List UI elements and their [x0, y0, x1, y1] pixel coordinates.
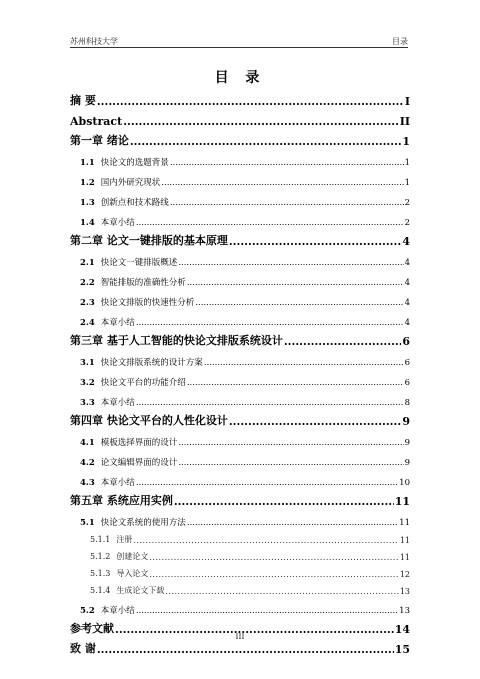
dot-leader	[187, 278, 404, 288]
toc-entry-heading	[80, 316, 135, 328]
toc-entry[interactable]	[70, 308, 410, 328]
table-of-contents	[70, 88, 410, 656]
toc-entry-title: 快论文排版的快速性分析	[100, 298, 195, 308]
toc-entry-title: 本章小结	[100, 218, 135, 228]
toc-entry-page: II	[399, 115, 410, 128]
toc-entry[interactable]	[70, 328, 410, 348]
header-university: 苏州科技大学	[70, 37, 118, 46]
dot-leader	[174, 495, 394, 508]
header-section: 目录	[392, 37, 408, 46]
dot-leader	[130, 135, 402, 148]
toc-entry-page: 10	[399, 478, 410, 488]
toc-entry-page: 6	[404, 358, 410, 368]
toc-entry-title: 注册	[116, 535, 133, 544]
toc-entry-title: 创新点和技术路线	[100, 198, 169, 208]
toc-entry-title: 快论文一键排版概述	[100, 258, 178, 268]
toc-entry-title: Abstract	[70, 115, 123, 128]
dot-leader	[136, 398, 404, 408]
toc-entry-title: 快论文平台的功能介绍	[100, 378, 186, 388]
toc-entry-page: 1	[404, 158, 410, 168]
toc-entry-title: 第三章 基于人工智能的快论文排版系统设计	[70, 334, 283, 347]
toc-entry-title: 国内外研究现状	[100, 178, 161, 188]
toc-entry-heading	[80, 476, 135, 488]
toc-entry[interactable]	[70, 168, 410, 188]
toc-entry-page: 11	[394, 495, 410, 508]
dot-leader	[178, 458, 403, 468]
toc-entry-title: 论文编辑界面的设计	[100, 458, 178, 468]
toc-entry[interactable]	[70, 348, 410, 368]
toc-entry-heading	[80, 376, 186, 388]
dot-leader	[136, 606, 398, 616]
toc-entry-page: 4	[404, 258, 410, 268]
toc-entry-title: 导入论文	[116, 569, 149, 578]
toc-entry-title: 第一章 绪论	[70, 134, 129, 147]
toc-entry-heading	[80, 396, 135, 408]
toc-entry-number: 3.3	[80, 398, 95, 408]
toc-entry-number: 5.1.2	[90, 552, 111, 561]
toc-entry-page: 11	[399, 553, 410, 562]
toc-entry-title: 致 谢	[70, 642, 96, 655]
toc-entry[interactable]	[70, 368, 410, 388]
toc-entry-title: 第二章 论文一键排版的基本原理	[70, 234, 228, 247]
toc-entry-number: 1.1	[80, 158, 95, 168]
toc-entry-number: 4.3	[80, 478, 95, 488]
dot-leader	[136, 218, 404, 228]
toc-entry-page: 14	[394, 623, 410, 636]
toc-entry-number: 1.2	[80, 178, 95, 188]
toc-entry-page: I	[404, 95, 410, 108]
toc-entry[interactable]	[70, 288, 410, 308]
toc-entry-page: 1	[404, 178, 410, 188]
dot-leader	[187, 518, 398, 528]
toc-entry[interactable]	[70, 545, 410, 562]
toc-entry[interactable]	[70, 562, 410, 579]
toc-entry[interactable]	[70, 528, 410, 545]
toc-entry-heading	[90, 568, 148, 579]
toc-entry-heading	[70, 332, 283, 348]
toc-entry-number: 5.1.4	[90, 586, 111, 595]
toc-entry-number: 5.1	[80, 518, 95, 528]
toc-entry-heading	[70, 412, 228, 428]
toc-entry-title: 智能排版的准确性分析	[100, 278, 186, 288]
toc-entry-number: 4.2	[80, 458, 95, 468]
toc-entry-heading	[90, 585, 164, 596]
toc-entry-heading	[70, 232, 228, 248]
toc-entry-page: 6	[402, 335, 410, 348]
toc-entry-page: 2	[404, 198, 410, 208]
toc-entry-page: 4	[404, 278, 410, 288]
toc-entry[interactable]	[70, 408, 410, 428]
toc-entry-heading	[80, 604, 135, 616]
toc-entry-page: 15	[394, 643, 410, 656]
toc-entry-page: 6	[404, 378, 410, 388]
dot-leader	[170, 198, 404, 208]
toc-entry-heading	[90, 551, 148, 562]
page-title: 目 录	[214, 70, 266, 86]
toc-entry[interactable]	[70, 508, 410, 528]
toc-entry-heading	[70, 132, 129, 148]
dot-leader	[204, 358, 404, 368]
dot-leader	[229, 415, 402, 428]
toc-entry-number: 5.2	[80, 606, 95, 616]
page-number: III	[235, 632, 245, 641]
dot-leader	[229, 235, 402, 248]
toc-entry-heading	[80, 456, 177, 468]
dot-leader	[133, 536, 398, 545]
toc-entry[interactable]	[70, 188, 410, 208]
toc-entry-title: 摘 要	[70, 94, 96, 107]
toc-entry-title: 本章小结	[100, 478, 135, 488]
toc-entry-page: 9	[402, 415, 410, 428]
dot-leader	[123, 115, 399, 128]
toc-entry[interactable]	[70, 148, 410, 168]
toc-entry-page: 4	[402, 235, 410, 248]
toc-entry-heading	[80, 156, 169, 168]
dot-leader	[165, 587, 398, 596]
toc-entry[interactable]	[70, 448, 410, 468]
toc-entry-heading	[70, 92, 96, 108]
header-rule	[70, 47, 408, 48]
toc-entry-title: 第五章 系统应用实例	[70, 494, 173, 507]
toc-entry-page: 9	[404, 458, 410, 468]
dot-leader	[97, 95, 404, 108]
toc-entry-number: 5.1.1	[90, 535, 111, 544]
dot-leader	[149, 553, 398, 562]
toc-entry-title: 快论文排版系统的设计方案	[100, 358, 203, 368]
toc-entry-title: 参考文献	[70, 622, 114, 635]
toc-entry-page: 12	[399, 570, 410, 579]
toc-entry-page: 11	[399, 518, 410, 528]
toc-entry[interactable]	[70, 208, 410, 228]
toc-entry-title: 模板选择界面的设计	[100, 438, 178, 448]
toc-entry-number: 1.4	[80, 218, 95, 228]
toc-entry-number: 3.1	[80, 358, 95, 368]
toc-entry-title: 生成论文下载	[116, 586, 165, 595]
dot-leader	[149, 570, 398, 579]
toc-entry-number: 4.1	[80, 438, 95, 448]
toc-entry[interactable]	[70, 248, 410, 268]
toc-entry-number: 2.4	[80, 318, 95, 328]
toc-entry-heading	[80, 436, 177, 448]
toc-entry[interactable]	[70, 428, 410, 448]
toc-entry-title: 快论文系统的使用方法	[100, 518, 186, 528]
toc-entry-title: 第四章 快论文平台的人性化设计	[70, 414, 228, 427]
toc-entry-heading	[80, 356, 203, 368]
dot-leader	[178, 438, 403, 448]
dot-leader	[284, 335, 402, 348]
dot-leader	[195, 298, 403, 308]
toc-entry-page: 4	[404, 298, 410, 308]
toc-entry-page: 11	[399, 536, 410, 545]
dot-leader	[170, 158, 404, 168]
dot-leader	[178, 258, 403, 268]
toc-entry-heading	[80, 196, 169, 208]
toc-entry-heading	[80, 256, 177, 268]
toc-entry-heading	[80, 516, 186, 528]
toc-entry-page: 1	[402, 135, 410, 148]
toc-entry-number: 2.3	[80, 298, 95, 308]
toc-entry-heading	[70, 115, 122, 128]
toc-entry-page: 2	[404, 218, 410, 228]
toc-entry[interactable]	[70, 268, 410, 288]
toc-entry-title: 本章小结	[100, 398, 135, 408]
toc-entry-page: 9	[404, 438, 410, 448]
toc-entry[interactable]	[70, 88, 410, 108]
toc-entry-page: 8	[404, 398, 410, 408]
toc-entry[interactable]	[70, 579, 410, 596]
toc-entry-heading	[80, 296, 194, 308]
toc-entry-title: 本章小结	[100, 318, 135, 328]
toc-entry-page: 4	[404, 318, 410, 328]
toc-entry[interactable]	[70, 488, 410, 508]
toc-entry-heading	[70, 640, 96, 656]
toc-entry-number: 5.1.3	[90, 569, 111, 578]
toc-entry[interactable]	[70, 388, 410, 408]
toc-entry-page: 13	[399, 606, 410, 616]
toc-entry-heading	[90, 534, 132, 545]
toc-entry-title: 本章小结	[100, 606, 135, 616]
toc-entry-number: 2.1	[80, 258, 95, 268]
dot-leader	[136, 478, 398, 488]
toc-entry-title: 快论文的选题背景	[100, 158, 169, 168]
toc-entry-number: 2.2	[80, 278, 95, 288]
toc-entry-title: 创建论文	[116, 552, 149, 561]
toc-entry-heading	[80, 176, 160, 188]
dot-leader	[161, 178, 403, 188]
toc-entry-number: 3.2	[80, 378, 95, 388]
dot-leader	[187, 378, 404, 388]
toc-entry-heading	[80, 276, 186, 288]
toc-entry-heading	[80, 216, 135, 228]
toc-entry[interactable]	[70, 128, 410, 148]
toc-entry[interactable]	[70, 108, 410, 128]
toc-entry-page: 13	[399, 587, 410, 596]
toc-entry-number: 1.3	[80, 198, 95, 208]
toc-entry[interactable]	[70, 228, 410, 248]
toc-entry[interactable]	[70, 596, 410, 616]
dot-leader	[136, 318, 404, 328]
dot-leader	[97, 643, 394, 656]
toc-entry[interactable]	[70, 468, 410, 488]
toc-entry-heading	[70, 492, 173, 508]
